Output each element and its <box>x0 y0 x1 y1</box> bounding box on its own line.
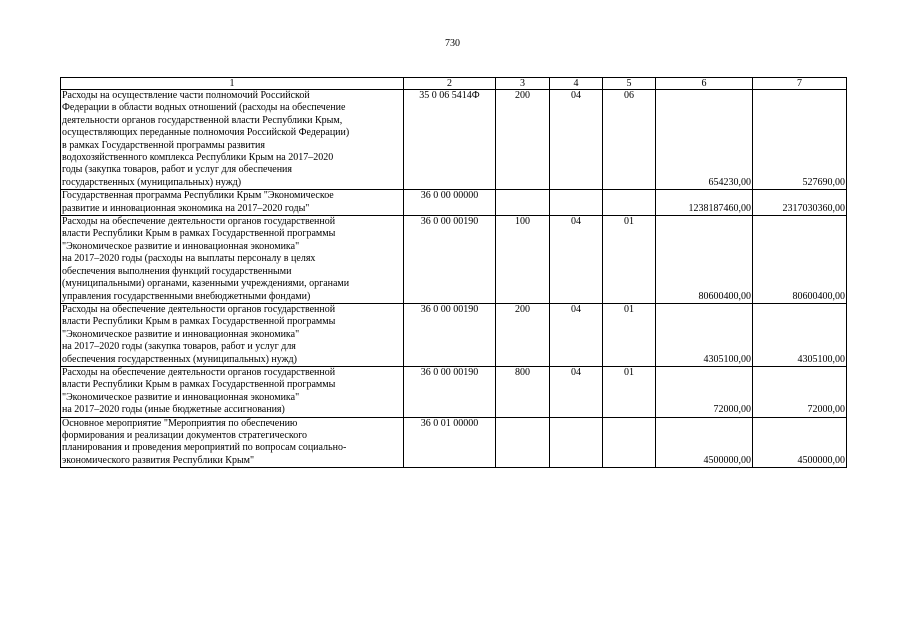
table-row <box>61 417 847 468</box>
header-cell-1: 1 <box>61 78 404 90</box>
row-expense-type <box>496 190 550 216</box>
row-amount-1: 1238187460,00 <box>656 190 753 216</box>
row-target-code: 35 0 06 5414Ф <box>404 90 496 190</box>
header-cell-4: 4 <box>550 78 603 90</box>
row-target-code: 36 0 00 00190 <box>404 303 496 366</box>
row-expense-type <box>496 417 550 468</box>
row-target-code: 36 0 01 00000 <box>404 417 496 468</box>
row-section: 04 <box>550 366 603 417</box>
row-subsection: 01 <box>603 216 656 304</box>
row-subsection <box>603 190 656 216</box>
row-target-code: 36 0 00 00190 <box>404 216 496 304</box>
header-cell-6: 6 <box>656 78 753 90</box>
row-expense-type: 100 <box>496 216 550 304</box>
table-row <box>61 190 847 216</box>
row-description: Расходы на обеспечение деятельности органов государственной власти Республики Крым в рамках Государственной программы "Экономическое развитие и инновационная экономика" на 2017–2020 годы (расходы на выплаты персоналу в целях обеспечения выполнения функций государственными (муниципальными) органами, казенными учреждениями, органами управления государственными внебюджетными фондами) <box>61 216 404 304</box>
row-description: Расходы на осуществление части полномочий Российской Федерации в области водных отношений (расходы на обеспечение деятельности органов государственной власти Республики Крым, осуществляющих переданные полномочия Российской Федерации) в рамках Государственной программы развития водохозяйственного комплекса Республики Крым на 2017–2020 годы (закупка товаров, работ и услуг для обеспечения государственных (муниципальных) нужд) <box>61 90 404 190</box>
row-amount-1: 4305100,00 <box>656 303 753 366</box>
row-section <box>550 190 603 216</box>
budget-table <box>60 77 847 468</box>
header-cell-7: 7 <box>753 78 847 90</box>
row-target-code: 36 0 00 00190 <box>404 366 496 417</box>
row-amount-2: 4500000,00 <box>753 417 847 468</box>
header-row <box>61 78 847 90</box>
row-expense-type: 200 <box>496 303 550 366</box>
table-row <box>61 90 847 190</box>
row-amount-1: 72000,00 <box>656 366 753 417</box>
row-subsection: 01 <box>603 303 656 366</box>
row-amount-2: 4305100,00 <box>753 303 847 366</box>
table-row <box>61 216 847 304</box>
row-amount-1: 80600400,00 <box>656 216 753 304</box>
row-section: 04 <box>550 216 603 304</box>
table-row <box>61 366 847 417</box>
row-description: Расходы на обеспечение деятельности органов государственной власти Республики Крым в рамках Государственной программы "Экономическое развитие и инновационная экономика" на 2017–2020 годы (закупка товаров, работ и услуг для обеспечения государственных (муниципальных) нужд) <box>61 303 404 366</box>
header-cell-2: 2 <box>404 78 496 90</box>
row-amount-2: 2317030360,00 <box>753 190 847 216</box>
page-number: 730 <box>445 38 460 49</box>
row-description: Расходы на обеспечение деятельности органов государственной власти Республики Крым в рамках Государственной программы "Экономическое развитие и инновационная экономика" на 2017–2020 годы (иные бюджетные ассигнования) <box>61 366 404 417</box>
row-section: 04 <box>550 303 603 366</box>
row-expense-type: 200 <box>496 90 550 190</box>
row-amount-2: 72000,00 <box>753 366 847 417</box>
row-amount-2: 527690,00 <box>753 90 847 190</box>
row-description: Государственная программа Республики Крым "Экономическое развитие и инновационная экономика на 2017–2020 годы" <box>61 190 404 216</box>
row-amount-1: 4500000,00 <box>656 417 753 468</box>
row-section: 04 <box>550 90 603 190</box>
row-amount-1: 654230,00 <box>656 90 753 190</box>
row-subsection: 06 <box>603 90 656 190</box>
row-subsection: 01 <box>603 366 656 417</box>
row-target-code: 36 0 00 00000 <box>404 190 496 216</box>
row-amount-2: 80600400,00 <box>753 216 847 304</box>
row-section <box>550 417 603 468</box>
row-description: Основное мероприятие "Мероприятия по обеспечению формирования и реализации документов стратегического планирования и проведения мероприятий по вопросам социально- экономического развития Республики Крым" <box>61 417 404 468</box>
row-subsection <box>603 417 656 468</box>
header-cell-3: 3 <box>496 78 550 90</box>
header-cell-5: 5 <box>603 78 656 90</box>
row-expense-type: 800 <box>496 366 550 417</box>
table-row <box>61 303 847 366</box>
